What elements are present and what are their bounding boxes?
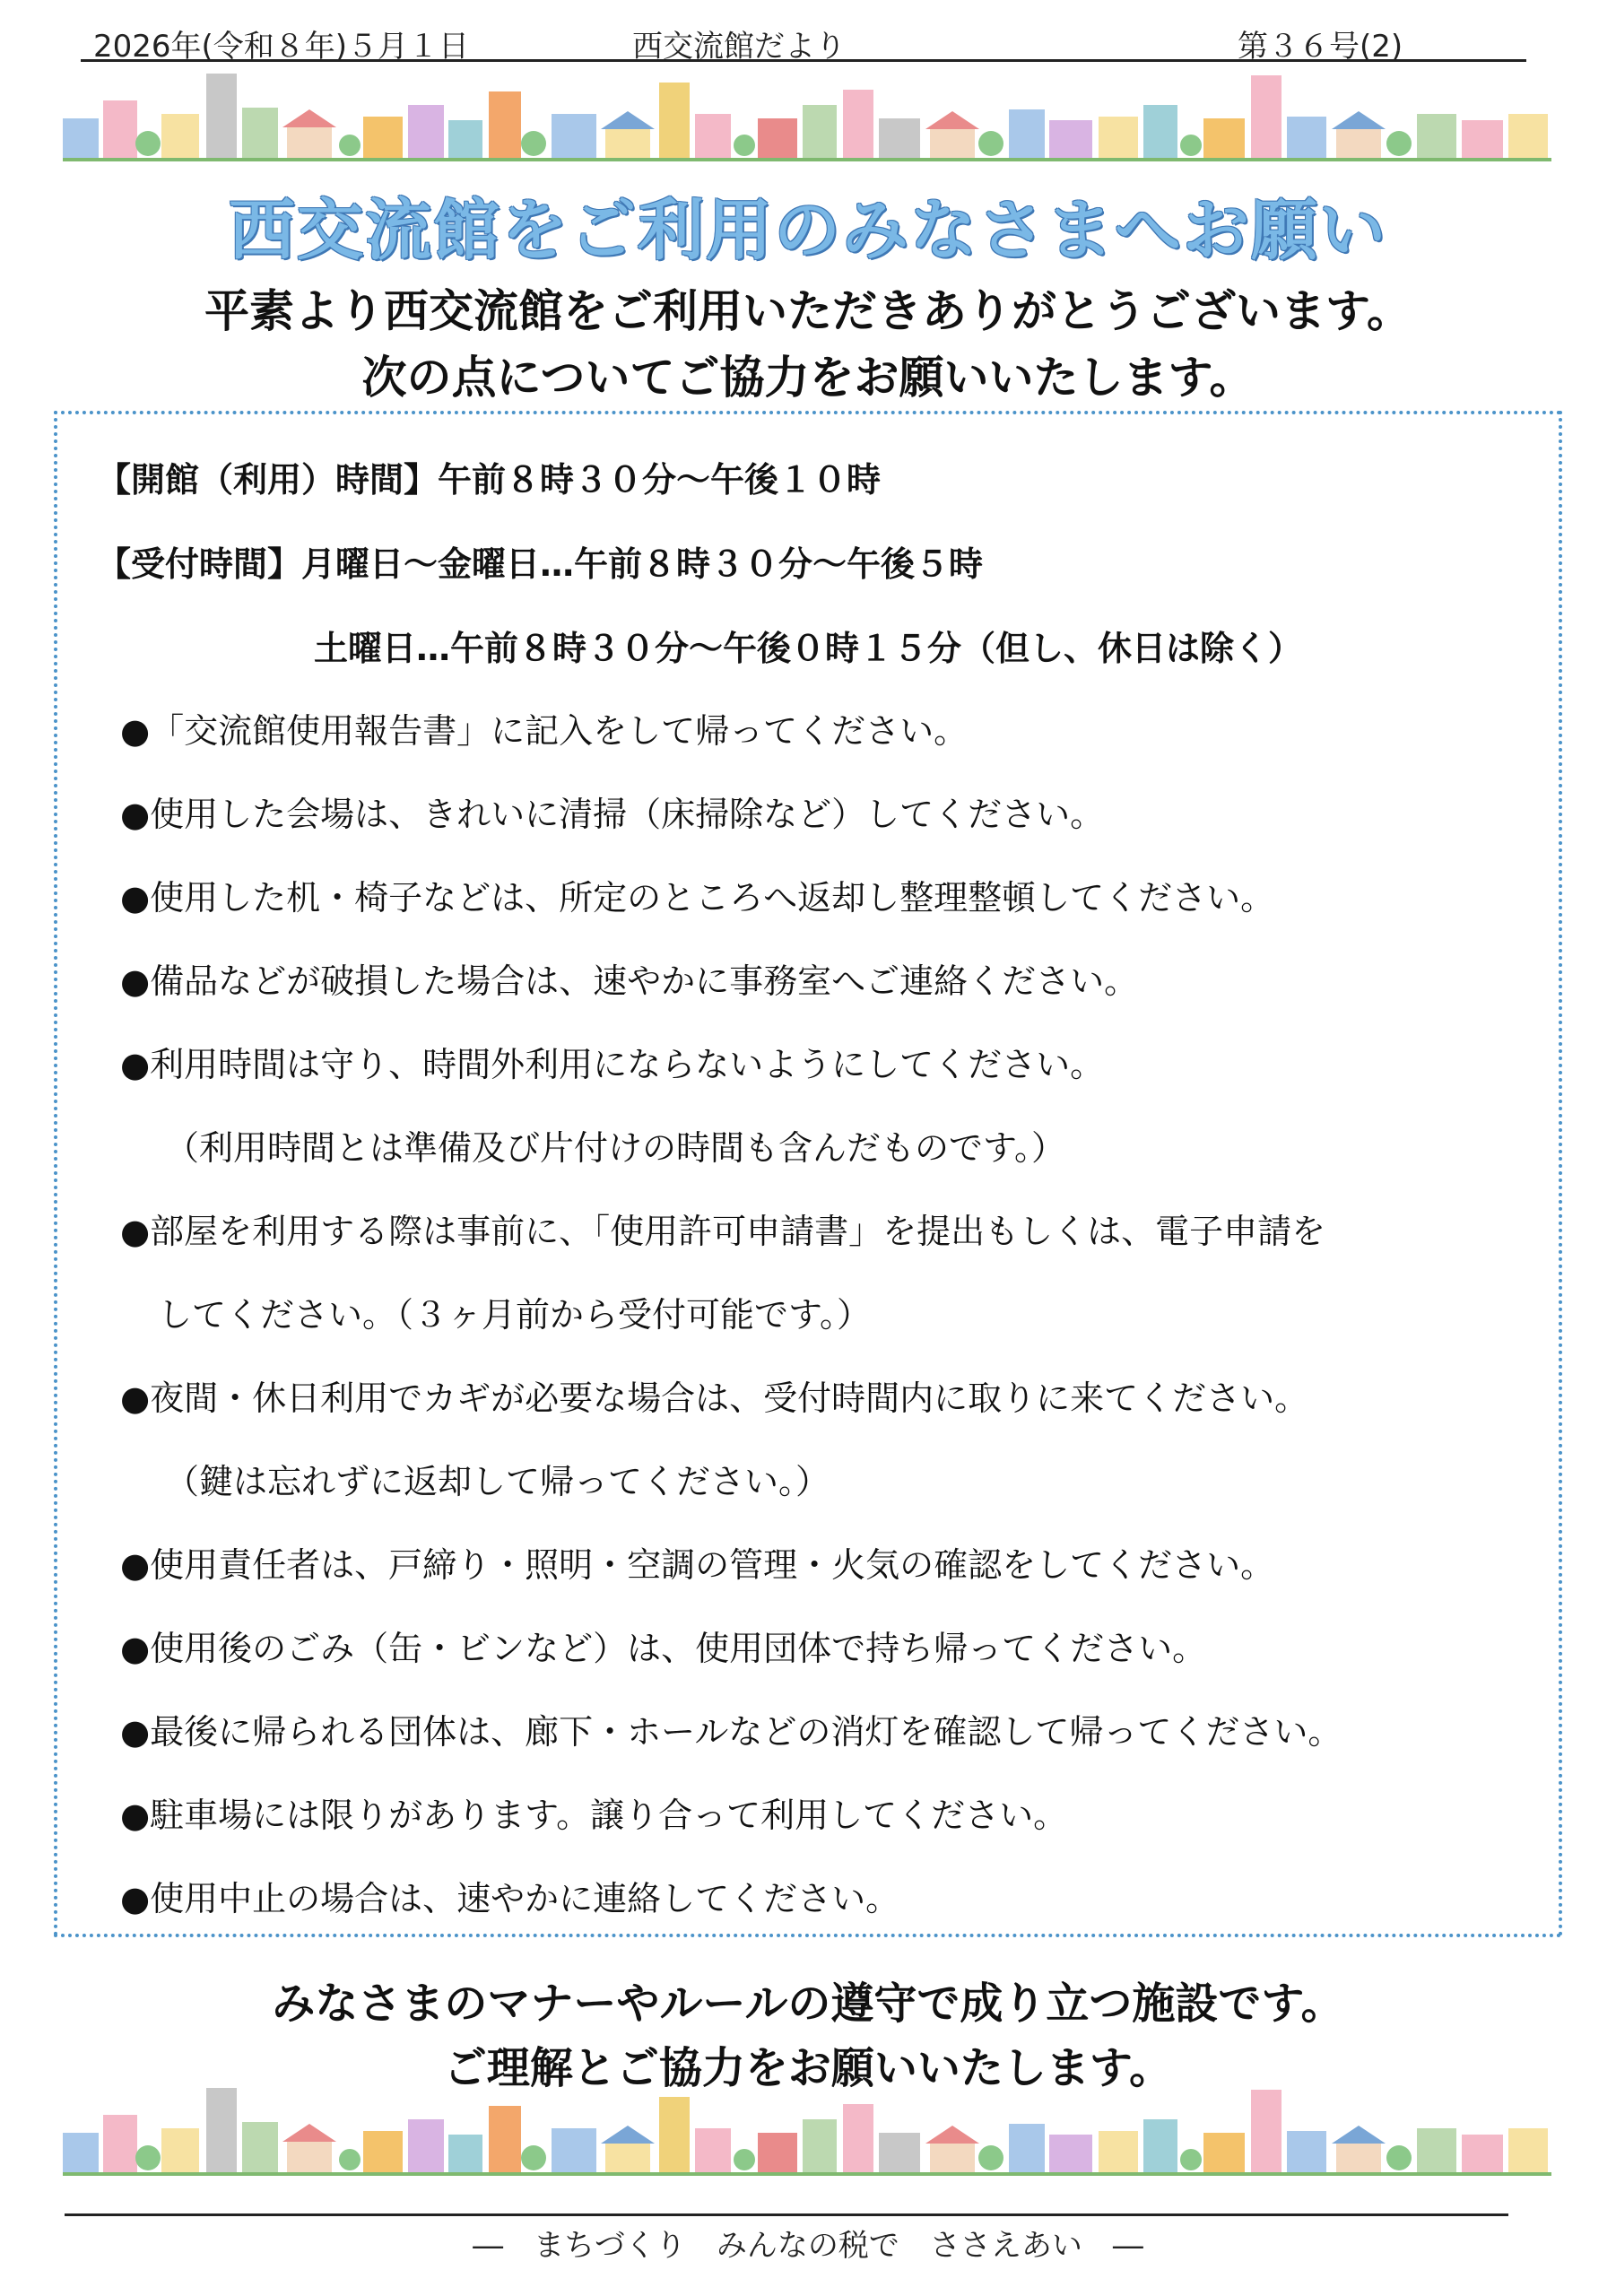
rule-item: ●使用後のごみ（缶・ビンなど）は、使用団体で持ち帰ってください。 — [120, 1629, 1207, 1668]
newsletter-header — [81, 20, 1526, 65]
rule-note: （鍵は忘れずに返却して帰ってください。） — [165, 1462, 830, 1501]
rule-item: ●備品などが破損した場合は、速やかに事務室へご連絡ください。 — [120, 961, 1139, 1001]
issue-number: 第３６号(2) — [1238, 29, 1403, 65]
intro-line-1: 平素より西交流館をご利用いただきありがとうございます。 — [204, 285, 1412, 337]
rule-note: （利用時間とは準備及び片付けの時間も含んだものです。） — [165, 1128, 1065, 1168]
rule-item: ●使用責任者は、戸締り・照明・空調の管理・火気の確認をしてください。 — [120, 1545, 1275, 1585]
intro-line-2: 次の点についてご協力をお願いいたします。 — [361, 352, 1255, 404]
rule-continuation: してください。（３ヶ月前から受付可能です。） — [158, 1295, 871, 1335]
town-illustration-bottom — [63, 2079, 1551, 2178]
rule-item: ●利用時間は守り、時間外利用にならないようにしてください。 — [120, 1045, 1105, 1084]
rule-item: ●「交流館使用報告書」に記入をして帰ってください。 — [120, 711, 969, 751]
opening-hours: 【開館（利用）時間】午前８時３０分～午後１０時 — [97, 460, 882, 500]
newsletter-name: 西交流館だより — [632, 29, 846, 65]
footer-divider — [65, 2213, 1508, 2216]
page-title: 西交流館をご利用のみなさまへお願い — [229, 192, 1387, 269]
town-illustration-top — [63, 65, 1551, 163]
rule-item: ●最後に帰られる団体は、廊下・ホールなどの消灯を確認して帰ってください。 — [120, 1712, 1342, 1752]
footer-slogan: ― まちづくり みんなの税で ささえあい ― — [473, 2228, 1143, 2264]
closing-line-1: みなさまのマナーやルールの遵守で成り立つ施設です。 — [272, 1979, 1344, 2029]
rule-item: ●使用した机・椅子などは、所定のところへ返却し整理整頓してください。 — [120, 878, 1275, 918]
rule-item: ●駐車場には限りがあります。譲り合って利用してください。 — [120, 1796, 1068, 1835]
rule-item: ●夜間・休日利用でカギが必要な場合は、受付時間内に取りに来てください。 — [120, 1378, 1309, 1418]
reception-hours-weekday: 【受付時間】月曜日～金曜日…午前８時３０分～午後５時 — [97, 544, 984, 584]
reception-hours-saturday: 土曜日…午前８時３０分～午後０時１５分（但し、休日は除く） — [314, 629, 1303, 668]
rule-item: ●使用中止の場合は、速やかに連絡してください。 — [120, 1879, 900, 1918]
rules-box — [54, 411, 1562, 1937]
rule-item: ●使用した会場は、きれいに清掃（床掃除など）してください。 — [120, 795, 1105, 834]
issue-date: 2026年(令和８年)５月１日 — [93, 29, 470, 65]
rule-item: ●部屋を利用する際は事前に、「使用許可申請書」を提出もしくは、電子申請を — [120, 1212, 1326, 1251]
closing-line-2: ご理解とご協力をお願いいたします。 — [443, 2043, 1173, 2093]
